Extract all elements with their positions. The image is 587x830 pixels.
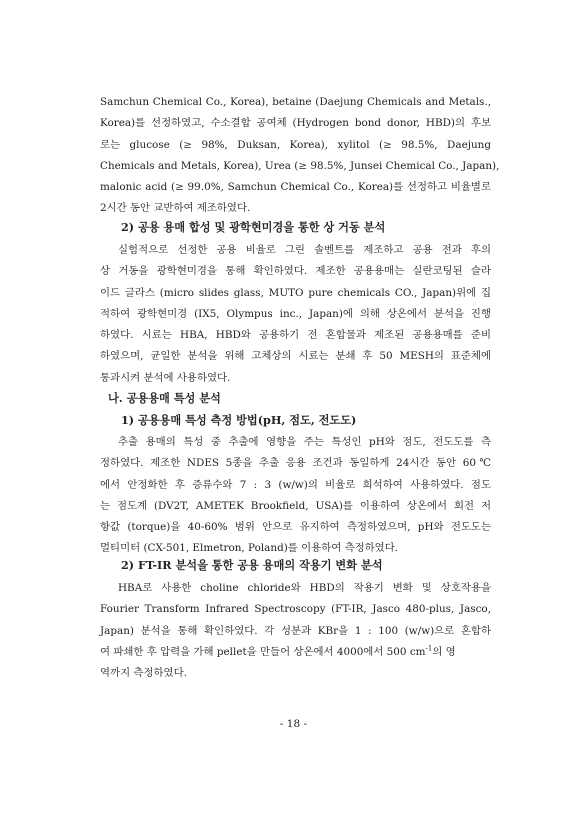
section-heading-properties: 나. 공용용매 특성 분석 <box>108 391 221 405</box>
text-line: 하였다. 시료는 HBA, HBD와 공용하기 전 혼합물과 제조된 공용용매를 준비 <box>100 329 491 342</box>
text-line: 추출 용매의 특성 중 추출에 영향을 주는 특성인 pH와 점도, 전도도를 측 <box>118 436 491 448</box>
text-line: Samchun Chemical Co., Korea), betaine (Daejung Chemicals and Metals., <box>100 96 491 108</box>
text-line: Japan) 분석을 통해 확인하였다. 각 성분과 KBr을 1 : 100 (w/w)으로 혼합하 <box>100 624 491 637</box>
text-line: 정하였다. 제조한 NDES 5종을 추출 응용 조건과 동일하게 24시간 동안 60℃ <box>100 457 491 470</box>
paragraph-dhb-materials <box>100 92 500 220</box>
text-line: 상 거동을 광학현미경을 통해 확인하였다. 제조한 공용용매는 실란코팅된 슬라 <box>100 265 491 278</box>
section-heading-phase-behavior: 2) 공용 용매 합성 및 광학현미경을 통한 상 거동 분석 <box>121 220 386 234</box>
text-line: 여 파쇄한 후 압력을 가해 pellet을 만들어 상온에서 4000에서 500 $cm^{-1}$의 영 <box>100 644 456 658</box>
text-line: Korea)를 선정하였고, 수소결합 공여체 (Hydrogen bond donor, HBD)의 후보 <box>100 117 491 130</box>
text-line: Chemicals and Metals, Korea), Urea (≥ 98.5%, Junsei Chemical Co., Japan), <box>100 159 500 172</box>
text-line: 실험적으로 선정한 공용 비율로 그린 솔벤트를 제조하고 공용 전과 후의 <box>118 244 491 256</box>
text-line: 항값 (torque)을 40-60% 범위 안으로 유지하여 측정하였으며, pH와 전도도는 <box>100 521 491 534</box>
paragraph-phase-behavior <box>100 240 491 389</box>
text-line: 로는 glucose (≥ 98%, Duksan, Korea), xylitol (≥ 98.5%, Daejung <box>100 138 491 151</box>
page-number: - 18 - <box>279 718 308 730</box>
subsection-heading-ftir: 2) FT-IR 분석을 통한 공용 용매의 작용기 변화 분석 <box>121 558 383 572</box>
text-tail: 의 영 <box>432 645 456 658</box>
text-line: 이드 글라스 (micro slides glass, MUTO pure chemicals CO., Japan)위에 집 <box>100 286 491 299</box>
text-line: 통과시켜 분석에 사용하였다. <box>100 371 231 384</box>
paragraph-ftir <box>100 578 491 684</box>
text-line: 적하여 광학현미경 (IX5, Olympus inc., Japan)에 의해 상온에서 분석을 진행 <box>100 307 491 320</box>
text-line: 역까지 측정하였다. <box>100 667 187 680</box>
subsection-heading-measurement: 1) 공용용매 특성 측정 방법(pH, 점도, 전도도) <box>121 413 357 427</box>
text-line: Fourier Transform Infrared Spectroscopy (FT-IR, Jasco 480-plus, Jasco, <box>100 603 491 616</box>
paragraph-measurement <box>100 432 491 560</box>
text-line: 하였으며, 균일한 분석을 위해 고체상의 시료는 분쇄 후 50 MESH의 표준체에 <box>100 350 491 363</box>
text-line: HBA로 사용한 choline chloride와 HBD의 작용기 변화 및 상호작용을 <box>118 582 491 594</box>
text-line: 멀티미터 (CX-501, Elmetron, Poland)를 이용하여 측정하였다. <box>100 542 399 555</box>
superscript-unit: -1 <box>425 644 433 653</box>
text-line: 는 점도계 (DV2T, AMETEK Brookfield, USA)를 이용하여 상온에서 회전 저 <box>100 499 491 512</box>
text-line: 에서 안정화한 후 증류수와 7 : 3 (w/w)의 비율로 희석하여 사용하였다. 점도 <box>100 478 491 491</box>
text-line: 2시간 동안 교반하여 제조하였다. <box>100 202 251 215</box>
text-line: malonic acid (≥ 99.0%, Samchun Chemical Co., Korea)를 선정하고 비율별로 <box>100 181 491 194</box>
